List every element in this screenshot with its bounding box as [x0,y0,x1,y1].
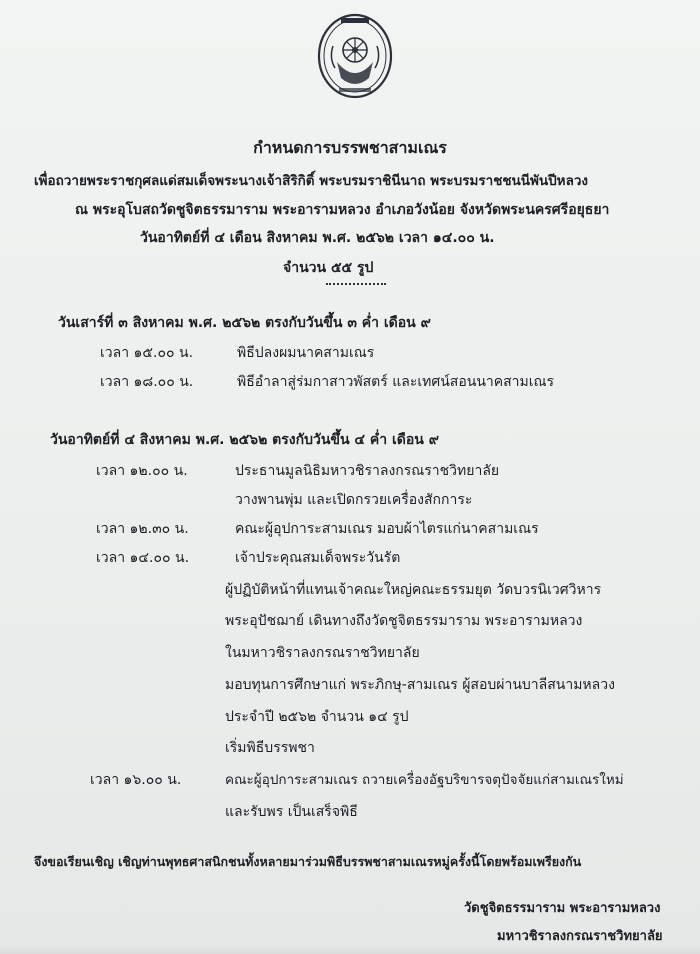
day1-item-desc: พิธีอำลาสู่ร่มกาสาวพัสตร์ และเทศน์สอนนาคสามเณร [237,374,555,390]
day2-item-desc: เริ่มพิธีบรรพชา [225,740,315,756]
day2-item-desc: ผู้ปฏิบัติหน้าที่แทนเจ้าคณะใหญ่คณะธรรมยุต วัดบวรนิเวศวิหาร [225,582,602,598]
day2-item-time: เวลา ๑๔.๐๐ น. [96,550,190,566]
day2-item-desc: พระอุปัชฌาย์ เดินทางถึงวัดชูจิตธรรมาราม พระอารามหลวง [225,613,583,629]
signature-college: มหาวชิราลงกรณราชวิทยาลัย [497,929,663,944]
day2-item-desc: มอบทุนการศึกษาแก่ พระภิกษุ-สามเณร ผู้สอบผ่านบาลีสนามหลวง [225,677,615,693]
day1-item-time: เวลา ๑๕.๐๐ น. [100,345,194,361]
royal-emblem-seal-icon [315,12,395,100]
day2-heading: วันอาทิตย์ที่ ๔ สิงหาคม พ.ศ. ๒๕๖๒ ตรงกับวันขึ้น ๔ ค่ำ เดือน ๙ [50,432,439,448]
page-bottom-edge [0,944,700,954]
day1-item-desc: พิธีปลงผมนาคสามเณร [237,345,375,361]
day1-item-time: เวลา ๑๘.๐๐ น. [100,374,194,390]
invitation-text: จึงขอเรียนเชิญ เชิญท่านพุทธศาสนิกชนทั้งหลายมาร่วมพิธีบรรพชาสามเณรหมู่ครั้งนี้โดยพร้อมเพรียงกัน [34,854,582,869]
header-count-line: จำนวน ๕๕ รูป [283,260,374,276]
day2-item-desc: ประจำปี ๒๕๖๒ จำนวน ๑๔ รูป [225,709,409,725]
day2-item-desc: ในมหาวชิราลงกรณราชวิทยาลัย [225,645,420,661]
day2-item-desc: ประธานมูลนิธิมหาวชิราลงกรณราชวิทยาลัย [235,463,500,479]
document-title: กำหนดการบรรพชาสามเณร [253,138,447,157]
day1-heading: วันเสาร์ที่ ๓ สิงหาคม พ.ศ. ๒๕๖๒ ตรงกับวันขึ้น ๓ ค่ำ เดือน ๙ [58,315,431,331]
day2-item-time: เวลา ๑๒.๐๐ น. [96,463,188,479]
day2-item-time: เวลา ๑๒.๓๐ น. [96,521,189,537]
header-venue-line: ณ พระอุโบสถวัดชูจิตธรรมาราม พระอารามหลวง อำเภอวังน้อย จังหวัดพระนครศรีอยุธยา [75,202,610,218]
day2-item-time: เวลา ๑๖.๐๐ น. [90,772,182,788]
day2-item-desc: เจ้าประคุณสมเด็จพระวันรัต [235,550,401,566]
day2-item-desc: คณะผู้อุปการะสามเณร ถวายเครื่องอัฐบริขารจตุปัจจัยแก่สามเณรใหม่ [225,772,624,788]
day2-item-desc: และรับพร เป็นเสร็จพิธี [225,804,358,820]
day2-item-desc: คณะผู้อุปการะสามเณร มอบผ้าไตรแก่นาคสามเณร [235,521,539,537]
header-purpose-line: เพื่อถวายพระราชกุศลแด่สมเด็จพระนางเจ้าสิริกิติ์ พระบรมราชินีนาถ พระบรมราชชนนีพันปีหลวง [34,173,589,189]
signature-temple: วัดชูจิตธรรมาราม พระอารามหลวง [464,901,661,916]
day2-item-desc: วางพานพุ่ม และเปิดกรวยเครื่องสักการะ [235,492,473,508]
title-divider [326,283,386,285]
header-date-line: วันอาทิตย์ที่ ๔ เดือน สิงหาคม พ.ศ. ๒๕๖๒ เวลา ๑๔.๐๐ น. [140,230,495,246]
